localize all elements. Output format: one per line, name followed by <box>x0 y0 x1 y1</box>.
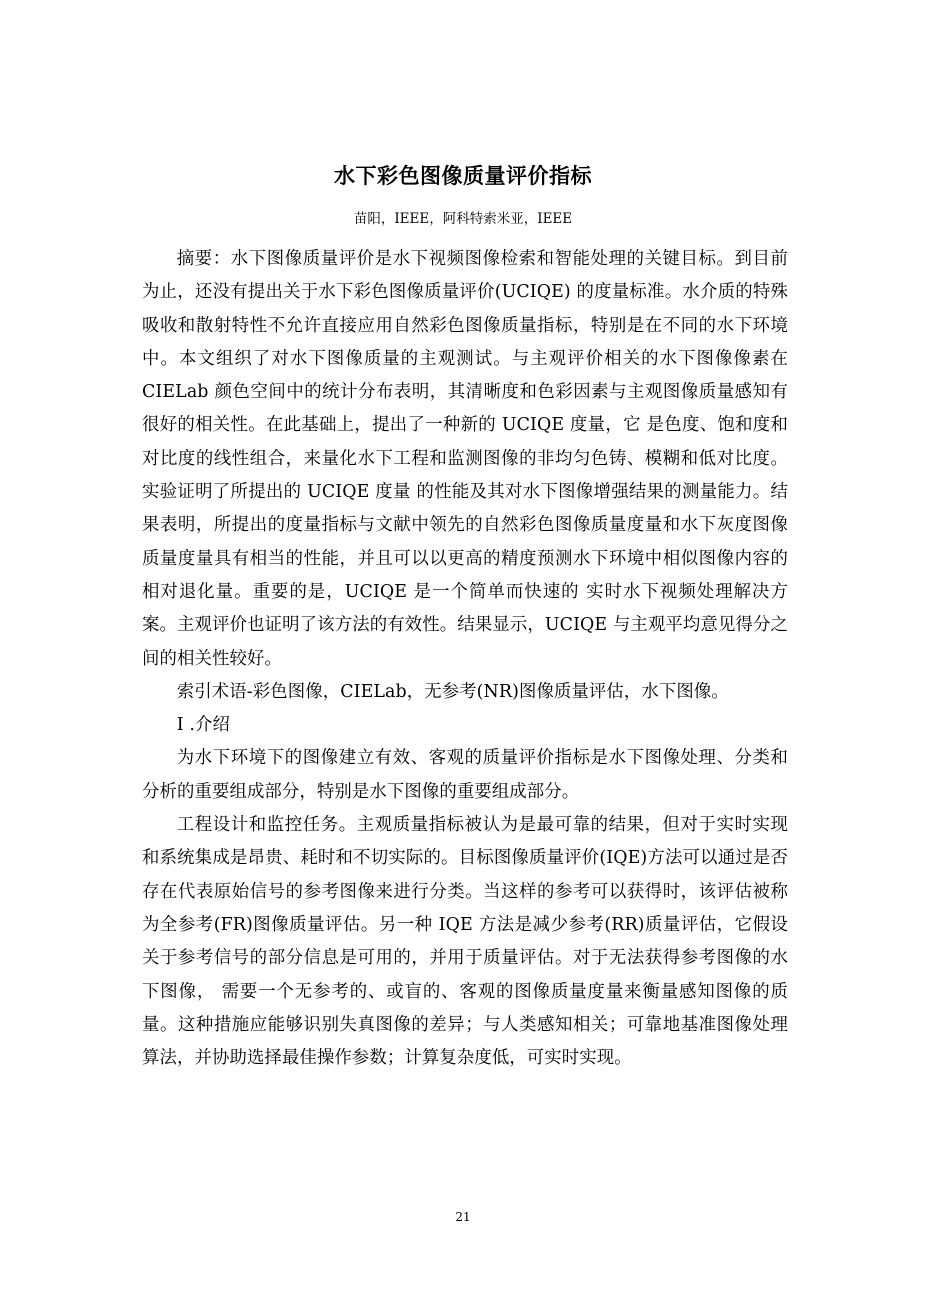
author-line: 苗阳，IEEE，阿科特索米亚，IEEE <box>353 211 573 227</box>
section-heading: I .介绍 <box>176 715 231 736</box>
index-terms: 索引术语-彩色图像，CIELab，无参考(NR)图像质量评估，水下图像。 <box>176 681 729 702</box>
abstract-paragraph: 摘要：水下图像质量评价是水下视频图像检索和智能处理的关键目标。到目前为止，还没有提出关于水下彩色图像质量评价(UCIQE) 的度量标准。水介质的特殊吸收和散射特性不允许直接应用自然彩色图像质量指标，特别是在不同的水下环境中。本文组织了对水下图像质量的主观测试。与主观评价相关的水下图像像素在 CIELab 颜色空间中的统计分布表明，其清晰度和色彩因素与主观图像质量感知有很好的相关性。在此基础上，提出了一种新的 UCIQE 度量，它 是色度、饱和度和对比度的线性组合，来量化水下工程和监测图像的非均匀色铸、模糊和低对比度。实验证明了所提出的 UCIQE 度量 的性能及其对水下图像增强结果的测量能力。结果表明，所提出的度量指标与文献中领先的自然彩色图像质量度量和水下灰度图像质量度量具有相当的性能，并且可以以更高的精度预测水下环境中相似图像内容的相对退化量。重要的是，UCIQE 是一个简单而快速的 实时水下视频处理解决方案。主观评价也证明了该方法的有效性。结果显示，UCIQE 与主观平均意见得分之间的相关性较好。 <box>142 249 788 669</box>
body-text <box>142 243 788 1075</box>
page-number: 21 <box>455 1210 471 1224</box>
paper-title: 水下彩色图像质量评价指标 <box>334 164 592 188</box>
intro-paragraph-1: 为水下环境下的图像建立有效、客观的质量评价指标是水下图像处理、分类和分析的重要组成部分，特别是水下图像的重要组成部分。 <box>142 748 788 802</box>
intro-paragraph-2: 工程设计和监控任务。主观质量指标被认为是最可靠的结果，但对于实时实现和系统集成是昂贵、耗时和不切实际的。目标图像质量评价(IQE)方法可以通过是否存在代表原始信号的参考图像来进行分类。当这样的参考可以获得时，该评估被称为全参考(FR)图像质量评估。另一种 IQE 方法是减少参考(RR)质量评估，它假设关于参考信号的部分信息是可用的，并用于质量评估。对于无法获得参考图像的水下图像， 需要一个无参考的、或盲的、客观的图像质量度量来衡量感知图像的质量。这种措施应能够识别失真图像的差异；与人类感知相关；可靠地基准图像处理算法，并协助选择最佳操作参数；计算复杂度低，可实时实现。 <box>142 815 788 1069</box>
